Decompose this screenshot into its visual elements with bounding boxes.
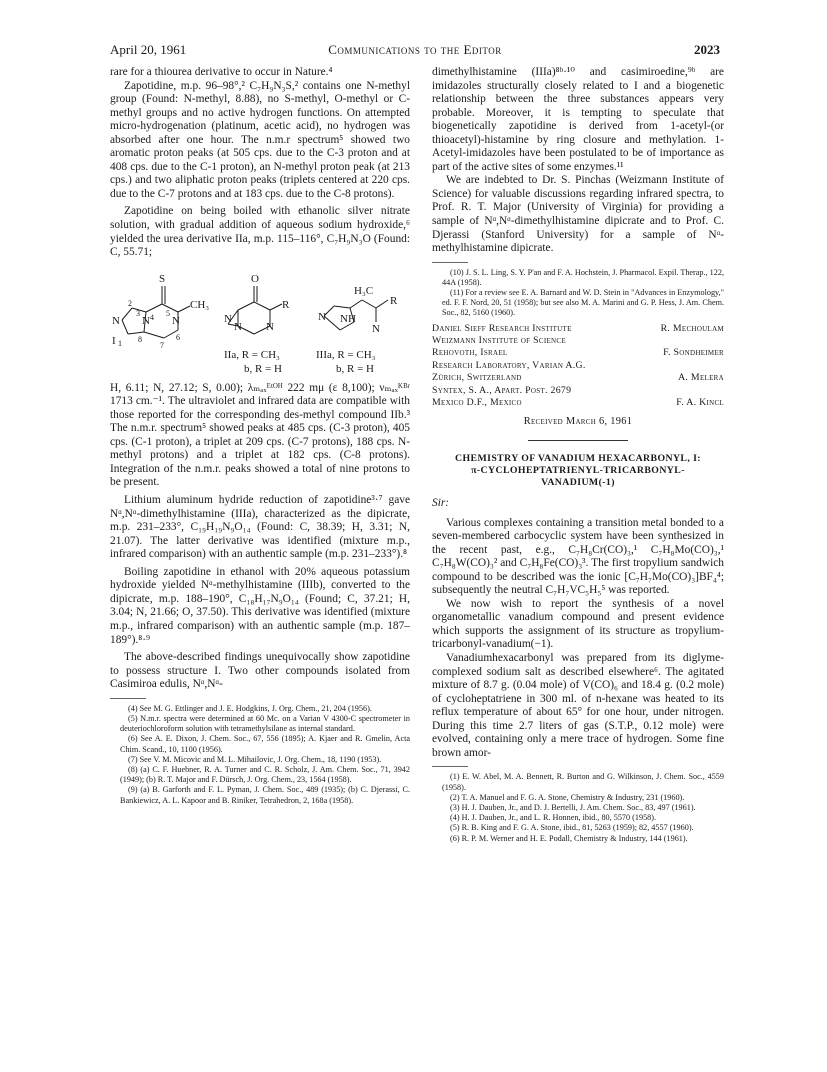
- salutation: Sir:: [432, 496, 450, 509]
- footnote: (10) J. S. L. Ling, S. Y. P'an and F. A. Hochstein, J. Pharmacol. Expil. Therap., 122, 44A (1958).: [442, 267, 724, 287]
- article-title: [432, 453, 724, 489]
- atom-label: N: [142, 314, 150, 327]
- footnote: (5) R. B. King and F. G. A. Stone, ibid., 81, 5263 (1959); 82, 4557 (1960).: [450, 823, 694, 833]
- atom-label: N: [224, 312, 232, 325]
- affiliation-line: Syntex, S. A., Apart. Post. 2679: [432, 384, 572, 396]
- atom-number: 8: [138, 334, 142, 344]
- atom-label: N: [234, 320, 242, 333]
- structure-figure: [110, 264, 410, 376]
- compound-caption: IIa, R = CH₃: [224, 348, 280, 361]
- paragraph: Zapotidine on being boiled with ethanolic silver nitrate solution, with gradual addition of aqueous sodium hydroxide,⁶ yielded the urea derivative IIa, m.p. 115–116°, C₇H₉N₃O (Found: C, 55.71;: [110, 205, 410, 259]
- atom-label: N: [266, 320, 274, 333]
- author-name: R. Mechoulam: [660, 322, 724, 334]
- footnote: (6) See A. E. Dixon, J. Chem. Soc., 67, 556 (1895); A. Kjaer and R. Gmelin, Acta Chim. Scand., 10, 1100 (1956).: [120, 734, 410, 754]
- atom-number: 2: [128, 298, 132, 308]
- atom-label: N: [318, 310, 326, 323]
- chemical-structures-svg: [110, 264, 410, 376]
- footnote: (7) See V. M. Micovic and M. L. Mihailovic, J. Org. Chem., 18, 1190 (1953).: [128, 754, 382, 764]
- header-date: April 20, 1961: [110, 42, 187, 57]
- footnote-rule: [432, 262, 468, 263]
- footnote: (5) N.m.r. spectra were determined at 60 Mc. on a Varian V 4300-C spectrometer in deuteriochloroform solution with tetramethylsilane as internal standard.: [120, 713, 410, 734]
- author-name: F. A. Kincl: [676, 397, 724, 409]
- footnote-rule: [432, 766, 468, 767]
- page-number: 2023: [694, 42, 720, 57]
- footnote: (11) For a review see E. A. Barnard and W. D. Stein in "Advances in Enzymology," ed. F. F. Nord, 20, 51 (1958); but see also M. A. Marini and G. P. Hess, J. Am. Chem. Soc., 82, 5160 (1960).: [442, 288, 724, 318]
- atom-number: 5: [166, 308, 170, 318]
- affiliation-line: Mexico D.F., Mexico: [432, 397, 522, 409]
- atom-label: NH: [340, 312, 356, 325]
- footnote: (4) H. J. Dauben, Jr., and L. R. Honnen, ibid., 80, 5570 (1958).: [450, 813, 657, 823]
- footnote-rule: [110, 698, 146, 699]
- paragraph: rare for a thiourea derivative to occur in Nature.⁴: [110, 66, 333, 78]
- atom-label: R: [390, 294, 398, 307]
- atom-label: N: [112, 314, 120, 327]
- atom-label: R: [282, 298, 290, 311]
- footnote: (8) (a) C. F. Huebner, R. A. Turner and C. R. Scholz, J. Am. Chem. Soc., 71, 3942 (1949); (b) R. T. Major and F. Dürsch, J. Org. Chem., 23, 1564 (1958).: [120, 764, 410, 785]
- right-column: [432, 66, 724, 844]
- atom-number: 3: [136, 308, 140, 318]
- received-date: Received March 6, 1961: [523, 416, 633, 428]
- atom-label: N: [172, 314, 180, 327]
- author-name: F. Sondheimer: [663, 347, 724, 359]
- paragraph: Vanadiumhexacarbonyl was prepared from its diglyme-complexed sodium salt as described elsewhere⁶. The agitated mixture of 8.7 g. (0.04 mole) of V(CO)₆ and 18.4 g. (0.2 mole) of cycloheptatriene in 300 ml. of n-hexane was heated to its reflux temperature of about 65° for one hour, under nitrogen. During this time 2.7 liters of gas (S.T.P., 0.12 mole) were evolved, containing only a mere trace of hydrogen. Some fine brown amor-: [432, 651, 724, 759]
- affiliation-line: Weizmann Institute of Science: [432, 335, 566, 347]
- paragraph: We now wish to report the synthesis of a novel organometallic vanadium compound and present evidence which supports the assignment of its structure as tropylium-tricarbonyl-vanadium(−1).: [432, 597, 724, 651]
- section-divider: [528, 440, 628, 441]
- atom-label: I: [112, 334, 116, 347]
- author-name: A. Melera: [678, 372, 724, 384]
- compound-caption: IIIa, R = CH₃: [316, 348, 376, 361]
- footnote: (3) H. J. Dauben, Jr., and D. J. Bertelli, J. Am. Chem. Soc., 83, 497 (1961).: [450, 802, 696, 812]
- atom-number: 4: [150, 312, 154, 322]
- paragraph: H, 6.11; N, 27.12; S, 0.00); λₘₐₓᴱᵗᴼᴴ 222 mμ (ε 8,100); νₘₐₓᴷᴮʳ 1713 cm.⁻¹. The ultraviolet and infrared data are compatible with those reported for the corresponding des-methyl compound IIb.³ The n.m.r. spectrum⁵ showed peaks at 485 cps. (C-3 proton), 405 cps. (C-1 proton), a triplet at 209 cps. (C-7 protons), 188 cps. N-methyl protons) and a triplet at 182 cps. (C-8 protons). Integration of the n.m.r. peaks showed a total of nine protons to be present.: [110, 381, 410, 489]
- paragraph: Various complexes containing a transition metal bonded to a seven-membered carbocyclic system have been synthesized in the recent past, e.g., C₇H₈Cr(CO)₃,¹ C₇H₈Mo(CO)₃,¹ C₇H₈W(CO)₃² and C₇H₈Fe(CO)₃³. The first tropylium sandwich compound to be described was the ionic [C₇H₇Mo(CO)₃]BF₄⁴; subsequently the neutral C₇H₇VC₅H₅⁵ was reported.: [432, 516, 724, 597]
- affiliation-line: Rehovoth, Israel: [432, 347, 508, 359]
- affiliations-block: [432, 323, 724, 410]
- paragraph: We are indebted to Dr. S. Pinchas (Weizmann Institute of Science) for valuable discussions regarding infrared spectra, to Prof. R. T. Major (University of Virginia) for providing a sample of Nᵅ,Nᵅ-dimethylhistamine dipicrate and to Prof. C. Djerassi (Stanford University) for a sample of Nᵅ-methylhistamine dipicrate.: [432, 174, 724, 255]
- atom-number: 7: [160, 340, 164, 350]
- title-line: CHEMISTRY OF VANADIUM HEXACARBONYL, I:: [455, 452, 701, 464]
- footnote: (2) T. A. Manuel and F. G. A. Stone, Chemistry & Industry, 231 (1960).: [450, 792, 685, 802]
- paragraph: Boiling zapotidine in ethanol with 20% aqueous potassium hydroxide yielded Nᵅ-methylhistamine (IIIb), converted to the dipicrate, m.p. 188–190°, C₁₈H₁₇N₉O₁₄ (Found; C, 37.21; H, 3.04; N, 21.66; O, 37.50). This derivative was identified (mixture m.p., infrared comparison) with an authentic sample (m.p. 187–189°).⁸·⁹: [110, 565, 410, 646]
- atom-number: 1: [118, 338, 122, 348]
- atom-label: S: [159, 272, 166, 285]
- title-line: VANADIUM(-1): [541, 476, 615, 488]
- footnote: (6) R. P. M. Werner and H. E. Podall, Chemistry & Industry, 144 (1961).: [450, 833, 688, 843]
- affiliation-line: Research Laboratory, Varian A.G.: [432, 359, 586, 371]
- title-line: π-CYCLOHEPTATRIENYL-TRICARBONYL-: [471, 464, 685, 476]
- left-column: [110, 66, 410, 806]
- atom-label: H₃C: [354, 284, 374, 297]
- paragraph: Zapotidine, m.p. 96–98°,² C₇H₉N₃S,² contains one N-methyl group (Found: N-methyl, 8.88), no S-methyl, O-methyl or C-methyl groups and no active hydrogen functions. On attempted micro-hydrogenation (platinum, acetic acid), no hydrogen was absorbed after one hour. The n.m.r spectrum⁵ showed two aromatic proton peaks (at 505 cps. due to the C-3 proton and at 408 cps. due to the C-1 proton), an N-methyl proton peak (at 213 cps.) and two aliphatic proton peaks (triplets centered at 220 cps. due to the C-7 protons and at 183 cps. due to the C-8 protons).: [110, 79, 410, 200]
- running-header: [110, 42, 720, 60]
- paragraph: Lithium aluminum hydride reduction of zapotidine³·⁷ gave Nᵅ,Nᵅ-dimethylhistamine (IIIa), characterized as the dipicrate, m.p. 231–233°, C₁₉H₁₉N₉O₁₄ (Found: C, 38.39; H, 3.31; N, 21.07). The latter derivative was identified (mixture m.p., infrared comparison) with an authentic sample (m.p. 231–233°).⁸: [110, 494, 410, 561]
- footnote: (1) E. W. Abel, M. A. Bennett, R. Burton and G. Wilkinson, J. Chem. Soc., 4559 (1958).: [442, 772, 724, 792]
- footnote: (9) (a) B. Garforth and F. L. Pyman, J. Chem. Soc., 489 (1935); (b) C. Djerassi, C. Bankiewicz, A. L. Kapoor and B. Riniker, Tetrahedron, 2, 168a (1958).: [120, 785, 410, 805]
- paragraph: The above-described findings unequivocally show zapotidine to possess structure I. Two other compounds isolated from Casimiroa edulis, Nᵅ,Nᵅ-: [110, 651, 410, 691]
- atom-label: N: [372, 322, 380, 335]
- affiliation-line: Zürich, Switzerland: [432, 372, 522, 384]
- compound-caption: b, R = H: [244, 362, 282, 375]
- atom-label: O: [251, 272, 259, 285]
- atom-number: 6: [176, 332, 180, 342]
- compound-caption: b, R = H: [336, 362, 374, 375]
- footnote: (4) See M. G. Ettlinger and J. E. Hodgkins, J. Org. Chem., 21, 204 (1956).: [128, 703, 372, 713]
- atom-label: CH₃: [190, 298, 210, 311]
- paragraph: dimethylhistamine (IIIa)⁸ᵇ·¹⁰ and casimiroedine,⁹ᵇ are imidazoles structurally closely related to I and a biogenetic relationship between the three substances appears very probable. Moreover, it is tempting to speculate that biogenetically zapotidine is derived from 1-acetyl-(or thioacetyl)-histamine by ring closure and methylation. 1-Acetyl-imidazoles have been postulated to be of importance as part of the active sites of some enzymes.¹¹: [432, 66, 724, 173]
- header-section: Communications to the Editor: [328, 42, 502, 57]
- affiliation-line: Daniel Sieff Research Institute: [432, 322, 572, 334]
